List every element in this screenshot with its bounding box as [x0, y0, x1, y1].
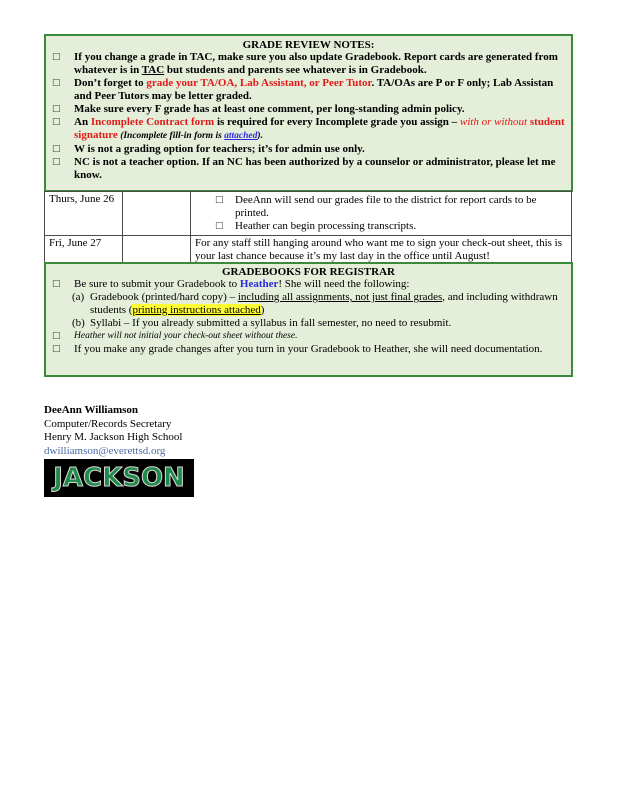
item-label: (a)	[72, 291, 85, 303]
bullet-icon	[50, 278, 74, 291]
note-text: TAC	[141, 64, 165, 76]
signature-role: Computer/Records Secretary	[44, 418, 172, 430]
logo-text: JACKSON	[53, 463, 185, 493]
registrar-note: Heather will not initial your check-out sheet without these.	[74, 331, 298, 341]
note-text: Incomplete Contract form	[90, 116, 215, 128]
list-item	[50, 116, 567, 143]
note-text: . TA/OAs are P or F only; Lab Assistan and Peer Tutors may be letter graded.	[74, 77, 554, 102]
signature-school: Henry M. Jackson High School	[44, 431, 183, 443]
syllabi-requirement: Syllabi – If you already submitted a syllabus in fall semester, no need to resubmit.	[90, 317, 452, 329]
registrar-box	[44, 262, 573, 377]
schedule-details	[191, 192, 572, 236]
bullet-icon	[50, 330, 74, 343]
note-text: NC is not a teacher option. If an NC has been authorized by a counselor or administrator, please let me know.	[74, 156, 556, 181]
note-text: ).	[257, 131, 263, 141]
jackson-logo	[44, 459, 194, 497]
list-item	[50, 143, 567, 156]
list-item	[50, 330, 567, 343]
req-text: )	[260, 304, 265, 316]
note-text: W is not a grading option for teachers; it’s for admin use only.	[74, 143, 365, 155]
bullet-icon	[50, 143, 74, 156]
bullet-icon	[50, 103, 74, 116]
bullet-icon	[50, 116, 74, 143]
schedule-item-text: DeeAnn will send our grades file to the district for report cards to be printed.	[235, 194, 537, 219]
req-text: , and including withdrawn students (	[90, 291, 558, 316]
bullet-icon	[50, 77, 74, 103]
list-item	[195, 220, 567, 233]
registrar-last: If you make any grade changes after you turn in your Gradebook to Heather, she will need documentation.	[74, 343, 543, 355]
list-item	[50, 343, 567, 356]
bullet-icon	[50, 156, 74, 182]
bullet-icon	[195, 220, 229, 233]
list-item	[195, 194, 567, 220]
item-label: (b)	[72, 317, 85, 329]
table-row	[45, 192, 572, 236]
list-item	[50, 51, 567, 77]
note-text[interactable]: attached	[224, 131, 258, 141]
note-text: grade your TA/OA, Lab Assistant, or Peer Tutor	[146, 77, 372, 89]
registrar-intro-text: ! She will need the following:	[278, 278, 410, 290]
signature-name: DeeAnn Williamson	[44, 404, 139, 416]
signature-email[interactable]: dwilliamson@everettsd.org	[44, 445, 166, 457]
grade-review-title: GRADE REVIEW NOTES:	[242, 39, 375, 51]
note-text: is required for every Incomplete grade you assign –	[214, 116, 460, 128]
grade-review-note	[74, 51, 567, 77]
printing-instructions-link[interactable]: printing instructions attached	[132, 304, 261, 316]
note-text: (Incomplete fill-in form is	[117, 131, 225, 141]
grade-review-list	[50, 51, 567, 182]
req-text: including all assignments, not just final grades	[237, 291, 443, 303]
grade-review-note	[74, 103, 567, 116]
grade-review-note	[74, 156, 567, 182]
schedule-blank	[123, 236, 191, 265]
note-text: An	[74, 116, 91, 128]
grade-review-note	[74, 143, 567, 156]
list-item	[50, 291, 567, 317]
table-row	[45, 236, 572, 265]
note-text: Don’t forget to	[74, 77, 147, 89]
note-text: with or without	[459, 116, 528, 128]
list-item	[50, 103, 567, 116]
note-text: If you change a grade in TAC, make sure you also update Gradebook. Report cards are generated from whatever is in	[74, 51, 558, 76]
note-text: student signature	[74, 116, 565, 141]
gradebook-requirement	[90, 291, 567, 317]
list-item	[50, 278, 567, 291]
note-text: Make sure every F grade has at least one comment, per long-standing admin policy.	[74, 103, 465, 115]
schedule-blank	[123, 192, 191, 236]
schedule-details: For any staff still hanging around who want me to sign your check-out sheet, this is your last chance because it’s my last day in the office until August!	[191, 236, 572, 265]
registrar-intro	[74, 278, 567, 291]
list-item	[50, 77, 567, 103]
grade-review-note	[74, 77, 567, 103]
grade-review-box	[44, 34, 573, 192]
registrar-name: Heather	[239, 278, 279, 290]
schedule-date: Thurs, June 26	[45, 192, 123, 236]
schedule-table	[44, 191, 572, 265]
schedule-item-text: Heather can begin processing transcripts.	[235, 220, 417, 232]
req-text: Gradebook (printed/hard copy) –	[90, 291, 238, 303]
registrar-title: GRADEBOOKS FOR REGISTRAR	[222, 266, 395, 278]
schedule-date: Fri, June 27	[45, 236, 123, 265]
registrar-intro-text: Be sure to submit your Gradebook to	[74, 278, 240, 290]
list-item	[50, 317, 567, 330]
list-item	[50, 156, 567, 182]
bullet-icon	[50, 343, 74, 356]
bullet-icon	[50, 51, 74, 77]
bullet-icon	[195, 194, 229, 220]
grade-review-note	[74, 116, 567, 143]
note-text: but students and parents see whatever is in Gradebook.	[164, 64, 427, 76]
